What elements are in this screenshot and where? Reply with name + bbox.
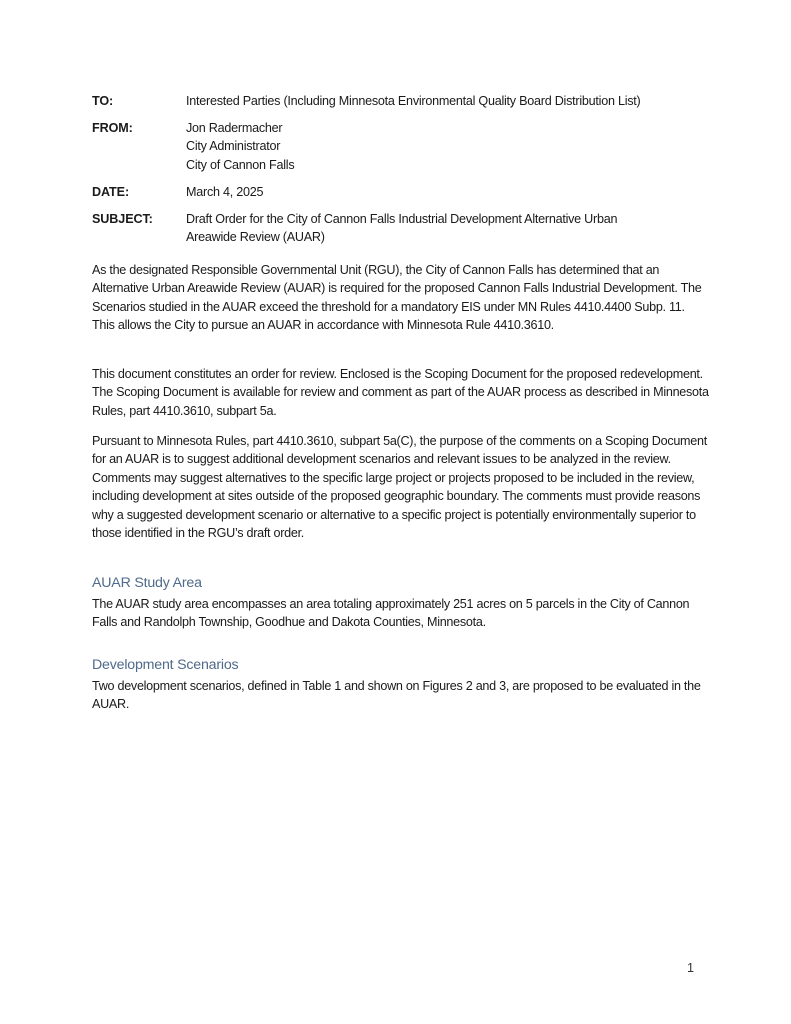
paragraph-order-for-review: This document constitutes an order for review. Enclosed is the Scoping Document for the proposed redevelopment. The Scoping Document is available for review and comment as part of the AUAR process as described in Minnesota Rules, part 4410.3610, subpart 5a. xyxy=(92,367,709,418)
memo-date-row xyxy=(92,183,712,201)
memo-header xyxy=(92,92,712,255)
heading-study-area: AUAR Study Area xyxy=(92,575,202,591)
heading-development-scenarios: Development Scenarios xyxy=(92,657,239,673)
memo-to-text: Interested Parties (Including Minnesota Environmental Quality Board Distribution List) xyxy=(186,94,641,108)
paragraph-rgu-determination: As the designated Responsible Governmental Unit (RGU), the City of Cannon Falls has determined that an Alternative Urban Areawide Review (AUAR) is required for the proposed Cannon Falls Industrial Development. The Scenarios studied in the AUAR exceed the threshold for a mandatory EIS under MN Rules 4410.4400 Subp. 11. This allows the City to pursue an AUAR in accordance with Minnesota Rule 4410.3610. xyxy=(92,263,702,333)
memo-subject-row xyxy=(92,210,712,247)
paragraph-development-scenarios: Two development scenarios, defined in Table 1 and shown on Figures 2 and 3, are proposed to be evaluated in the AUAR. xyxy=(92,679,701,712)
memo-to-row xyxy=(92,92,712,110)
memo-from-title: City Administrator xyxy=(186,139,281,154)
memo-subject-line-1: Draft Order for the City of Cannon Falls Industrial Development Alternative Urban xyxy=(186,211,618,226)
paragraph-comments-purpose: Pursuant to Minnesota Rules, part 4410.3610, subpart 5a(C), the purpose of the comments on a Scoping Document for an AUAR is to suggest additional development scenarios and relevant issues to be analyzed in the review. Comments may suggest alternatives to the specific large project or projects proposed to be included in the review, including development at sites outside of the proposed geographic boundary. The comments must provide reasons why a suggested development scenario or alternative to a specific project is potentially environmentally superior to those identified in the RGU’s draft order. xyxy=(92,434,707,541)
memo-subject-line-2: Areawide Review (AUAR) xyxy=(186,229,325,244)
memo-date-label: DATE: xyxy=(92,184,130,199)
memo-from-name: Jon Radermacher xyxy=(186,120,283,135)
paragraph-study-area: The AUAR study area encompasses an area totaling approximately 251 acres on 5 parcels in the City of Cannon Falls and Randolph Township, Goodhue and Dakota Counties, Minnesota. xyxy=(92,597,690,630)
memo-from-org: City of Cannon Falls xyxy=(186,157,295,172)
page-number: 1 xyxy=(687,961,695,975)
memo-to-value xyxy=(186,92,712,110)
memo-date-text: March 4, 2025 xyxy=(186,184,264,199)
memo-subject-label: SUBJECT: xyxy=(92,211,153,226)
memo-subject-value xyxy=(186,210,712,247)
memo-from-row xyxy=(92,119,712,174)
memo-from-value xyxy=(186,119,712,174)
memo-to-label: TO: xyxy=(92,94,114,108)
memo-from-label: FROM: xyxy=(92,120,133,135)
memo-date-value xyxy=(186,183,712,201)
